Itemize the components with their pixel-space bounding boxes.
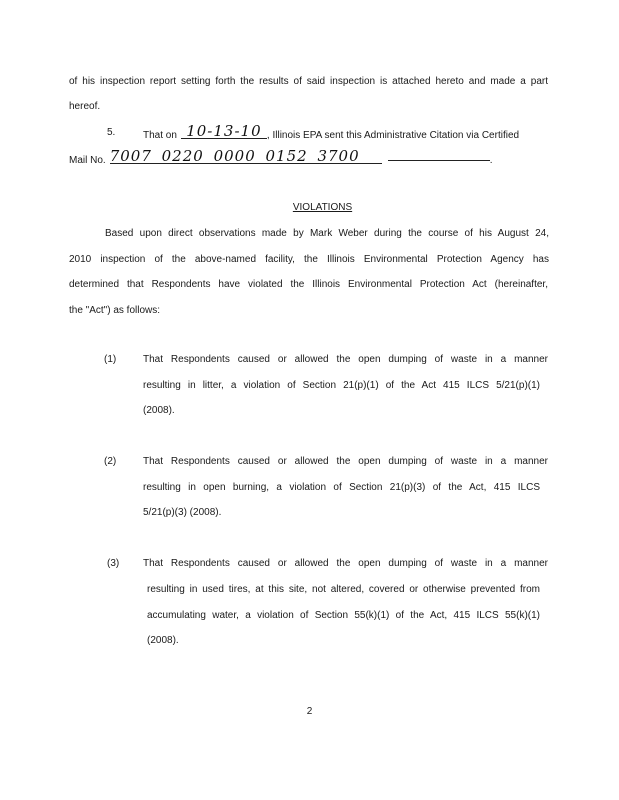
paragraph-5-number: 5. — [107, 127, 116, 138]
paragraph-5-text-after-date: , Illinois EPA sent this Administrative Citation via Certified — [266, 130, 520, 141]
violations-intro-line-1: Based upon direct observations made by Mark Weber during the course of his August 24, — [105, 228, 549, 239]
violation-1-line-3: (2008). — [143, 405, 175, 416]
trailing-period: . — [489, 155, 493, 166]
violations-intro-line-3: determined that Respondents have violated the Illinois Environmental Protection Act (hereinafter, — [69, 279, 548, 290]
violations-heading: VIOLATIONS — [292, 202, 353, 213]
handwritten-mail-number: 7007 0220 0000 0152 3700 — [110, 149, 382, 164]
violation-3-line-3: accumulating water, a violation of Section 55(k)(1) of the Act, 415 ILCS 55(k)(1) — [147, 610, 540, 621]
paragraph-5-line-2 — [69, 149, 492, 165]
violation-2-line-3: 5/21(p)(3) (2008). — [143, 507, 222, 518]
paragraph-5-text-before-date: That on — [143, 130, 177, 141]
blank-underline — [388, 149, 490, 161]
violation-1-number: (1) — [104, 354, 117, 365]
violations-intro-line-4: the "Act") as follows: — [69, 305, 161, 316]
mail-label: Mail No. — [69, 155, 106, 166]
violation-3-line-2: resulting in used tires, at this site, not altered, covered or otherwise prevented from — [147, 584, 540, 595]
violations-intro-line-2: 2010 inspection of the above-named facility, the Illinois Environmental Protection Agency has — [69, 254, 549, 265]
handwritten-date: 10-13-10 — [181, 124, 267, 139]
paragraph-5-line-1 — [143, 124, 519, 140]
violation-2-line-1: That Respondents caused or allowed the open dumping of waste in a manner — [143, 456, 548, 467]
intro-line-2: hereof. — [69, 101, 101, 112]
violation-1-line-2: resulting in litter, a violation of Section 21(p)(1) of the Act 415 ILCS 5/21(p)(1) — [143, 380, 540, 391]
violation-2-line-2: resulting in open burning, a violation of Section 21(p)(3) of the Act, 415 ILCS — [143, 482, 540, 493]
violation-3-number: (3) — [107, 558, 120, 569]
violation-1-line-1: That Respondents caused or allowed the open dumping of waste in a manner — [143, 354, 548, 365]
page-number: 2 — [306, 706, 313, 717]
violation-2-number: (2) — [104, 456, 117, 467]
intro-line-1: of his inspection report setting forth the results of said inspection is attached hereto and made a part — [69, 76, 548, 87]
violation-3-line-1: That Respondents caused or allowed the open dumping of waste in a manner — [143, 558, 548, 569]
violation-3-line-4: (2008). — [147, 635, 179, 646]
